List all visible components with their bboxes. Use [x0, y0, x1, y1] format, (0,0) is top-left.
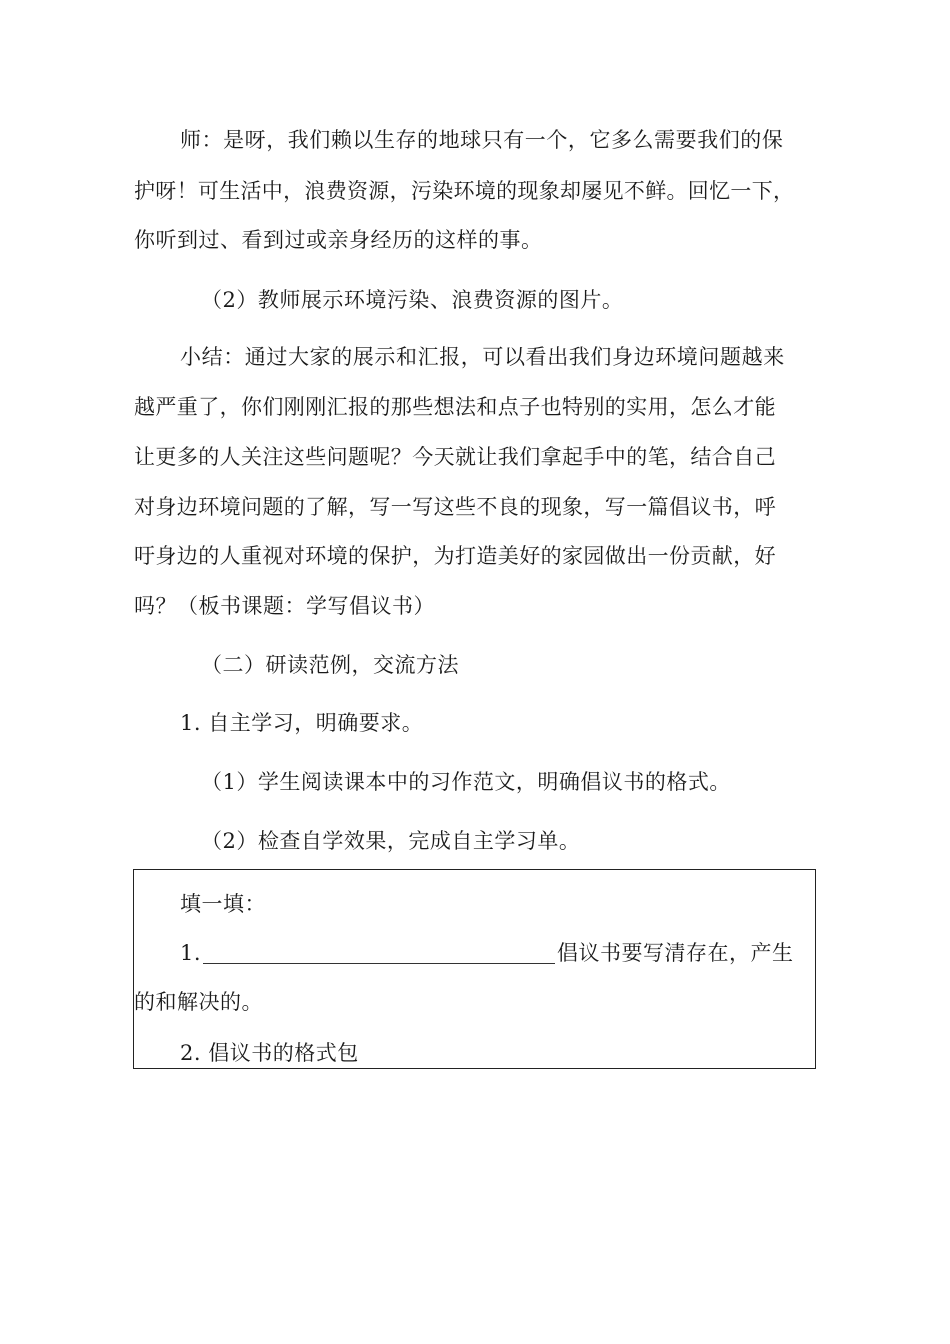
paragraph-3-line-1: 小结：通过大家的展示和汇报，可以看出我们身边环境问题越来	[180, 345, 785, 369]
worksheet-question-1-line-2: 的和解决的。	[134, 990, 263, 1014]
paragraph-3-line-5: 吁身边的人重视对环境的保护，为打造美好的家园做出一份贡献，好	[134, 544, 776, 568]
step-1-item-a: （1）学生阅读课本中的习作范文，明确倡议书的格式。	[201, 770, 731, 794]
fill-in-blank[interactable]	[203, 941, 555, 964]
paragraph-3-line-4: 对身边环境问题的了解，写一写这些不良的现象，写一篇倡议书，呼	[134, 495, 776, 519]
worksheet-question-1	[180, 938, 794, 968]
paragraph-3-line-2: 越严重了，你们刚刚汇报的那些想法和点子也特别的实用，怎么才能	[134, 395, 776, 419]
paragraph-1-line-2: 护呀！可生活中，浪费资源，污染环境的现象却屡见不鲜。回忆一下，	[134, 179, 795, 203]
worksheet-q1-prefix: 1.	[180, 941, 202, 965]
paragraph-3-line-3: 让更多的人关注这些问题呢？今天就让我们拿起手中的笔，结合自己	[134, 445, 776, 469]
paragraph-3-line-6: 吗？（板书课题：学写倡议书）	[134, 594, 435, 618]
section-heading-2: （二）研读范例，交流方法	[201, 653, 459, 677]
worksheet-question-2: 2. 倡议书的格式包	[180, 1041, 359, 1065]
paragraph-1-line-3: 你听到过、看到过或亲身经历的这样的事。	[134, 228, 543, 252]
paragraph-2: （2）教师展示环境污染、浪费资源的图片。	[201, 288, 624, 312]
worksheet-q1-suffix: 倡议书要写清存在，产生	[557, 941, 794, 965]
paragraph-1-line-1: 师：是呀，我们赖以生存的地球只有一个，它多么需要我们的保	[180, 128, 784, 152]
worksheet-title: 填一填：	[180, 892, 266, 916]
step-1-item-b: （2）检查自学效果，完成自主学习单。	[201, 829, 581, 853]
step-1-heading: 1. 自主学习，明确要求。	[180, 711, 424, 735]
